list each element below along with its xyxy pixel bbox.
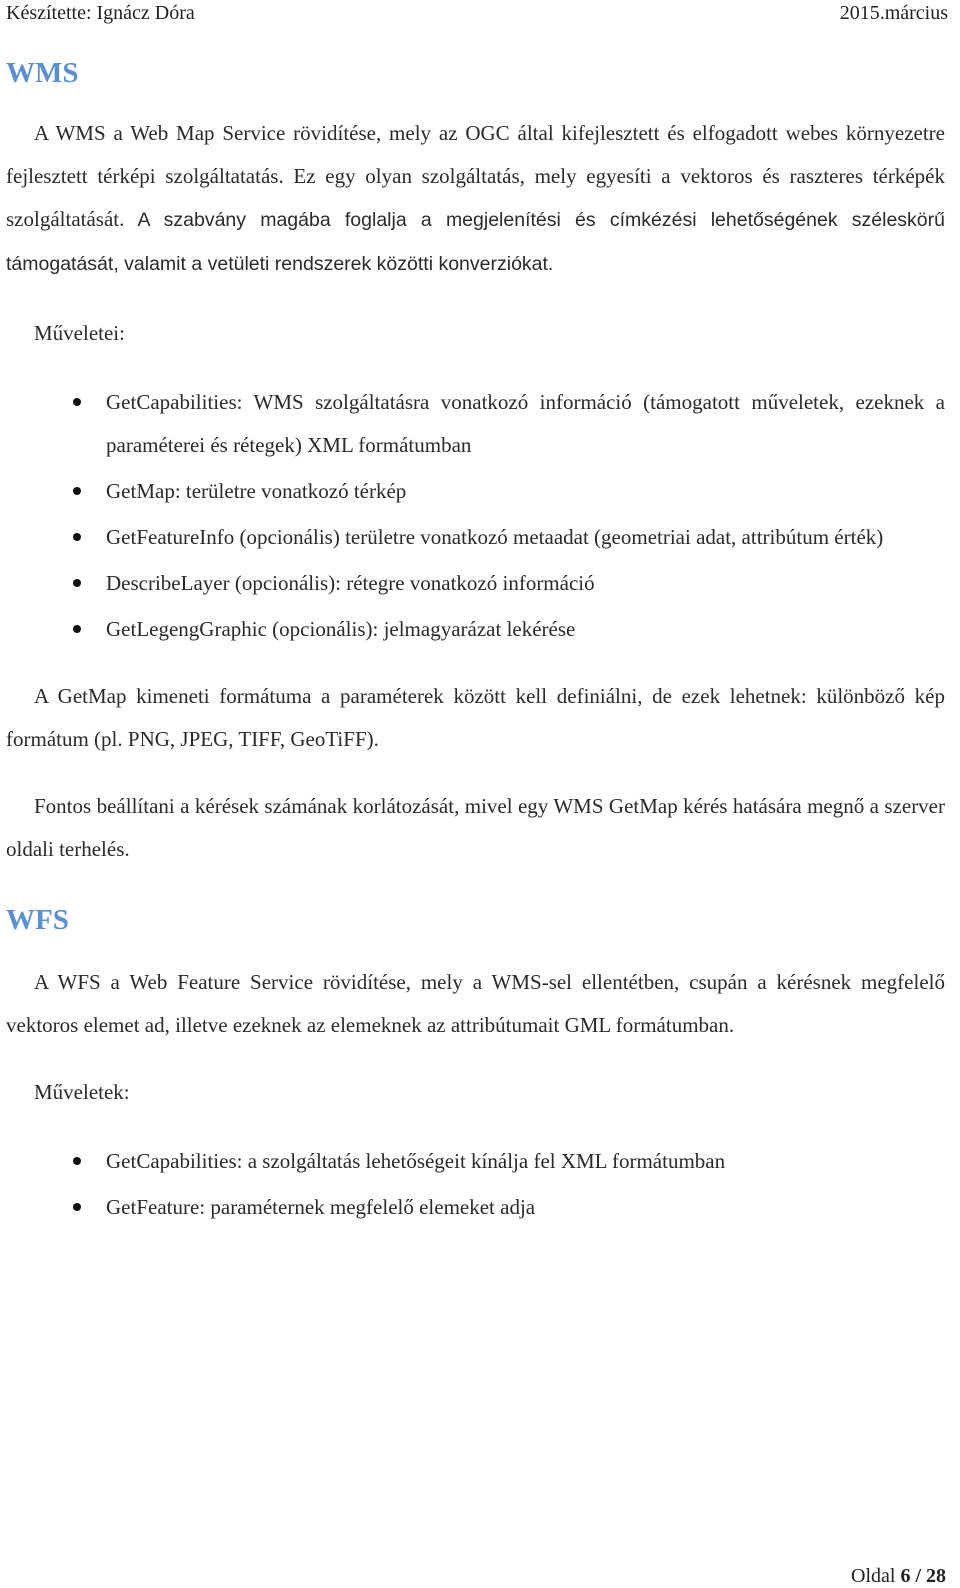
header-author: Készítette: Ignácz Dóra — [6, 2, 195, 24]
bullet-icon — [73, 579, 81, 587]
list-item: GetFeature: paraméternek megfelelő elemeket adja — [6, 1186, 945, 1229]
list-item: GetFeatureInfo (opcionális) területre vonatkozó metaadat (geometriai adat, attribútum érték) — [6, 516, 945, 559]
wms-ops-list — [6, 381, 945, 651]
wms-getmap-paragraph: A GetMap kimeneti formátuma a paraméterek között kell definiálni, de ezek lehetnek: különböző kép formátum (pl. PNG, JPEG, TIFF, GeoTiFF). — [6, 684, 945, 751]
wms-intro-text-a: A WMS a Web Map Service rövidítése, mely az OGC által kifejlesztett és elfogadott webes környezetre fejlesztett térképi szolgáltatatás. Ez egy olyan szolgáltatás, mely egyesíti a vektoros és raszteres térképék szolgáltatását. — [6, 121, 945, 231]
wms-intro-text-b: A szabvány magába foglalja a megjelenítési és címkézési lehetőségének széleskörű támogatását, valamit a vetületi rendszerek közötti konverziókat. — [6, 209, 945, 275]
footer-label: Oldal — [851, 1565, 901, 1587]
page-header — [6, 2, 948, 30]
page-footer — [851, 1565, 946, 1588]
bullet-icon — [73, 533, 81, 541]
page-number: 6 / 28 — [900, 1565, 946, 1587]
bullet-icon — [73, 625, 81, 633]
bullet-icon — [73, 398, 81, 406]
list-item: GetMap: területre vonatkozó térkép — [6, 470, 945, 513]
bullet-icon — [73, 1157, 81, 1165]
wms-intro-paragraph — [6, 112, 945, 286]
wfs-ops-list — [6, 1140, 945, 1229]
bullet-icon — [73, 1203, 81, 1211]
wms-ops-label: Műveletei: — [34, 321, 125, 345]
wms-limit-paragraph: Fontos beállítani a kérések számának korlátozását, mivel egy WMS GetMap kérés hatására megnő a szerver oldali terhelés. — [6, 794, 945, 861]
list-item: GetCapabilities: a szolgáltatás lehetőségeit kínálja fel XML formátumban — [6, 1140, 945, 1183]
section-title-wfs: WFS — [6, 904, 69, 936]
section-title-wms: WMS — [6, 57, 79, 89]
bullet-icon — [73, 487, 81, 495]
list-item: GetLegengGraphic (opcionális): jelmagyarázat lekérése — [6, 608, 945, 651]
list-item: GetCapabilities: WMS szolgáltatásra vonatkozó információ (támogatott műveletek, ezeknek a paraméterei és rétegek) XML formátumban — [6, 381, 945, 467]
wfs-intro-paragraph: A WFS a Web Feature Service rövidítése, mely a WMS-sel ellentétben, csupán a kérésnek megfelelő vektoros elemet ad, illetve ezeknek az elemeknek az attribútumait GML formátumban. — [6, 970, 945, 1037]
document-body — [6, 52, 945, 1229]
header-date: 2015.március — [839, 2, 948, 24]
wfs-ops-label: Műveletek: — [34, 1080, 130, 1104]
list-item: DescribeLayer (opcionális): rétegre vonatkozó információ — [6, 562, 945, 605]
